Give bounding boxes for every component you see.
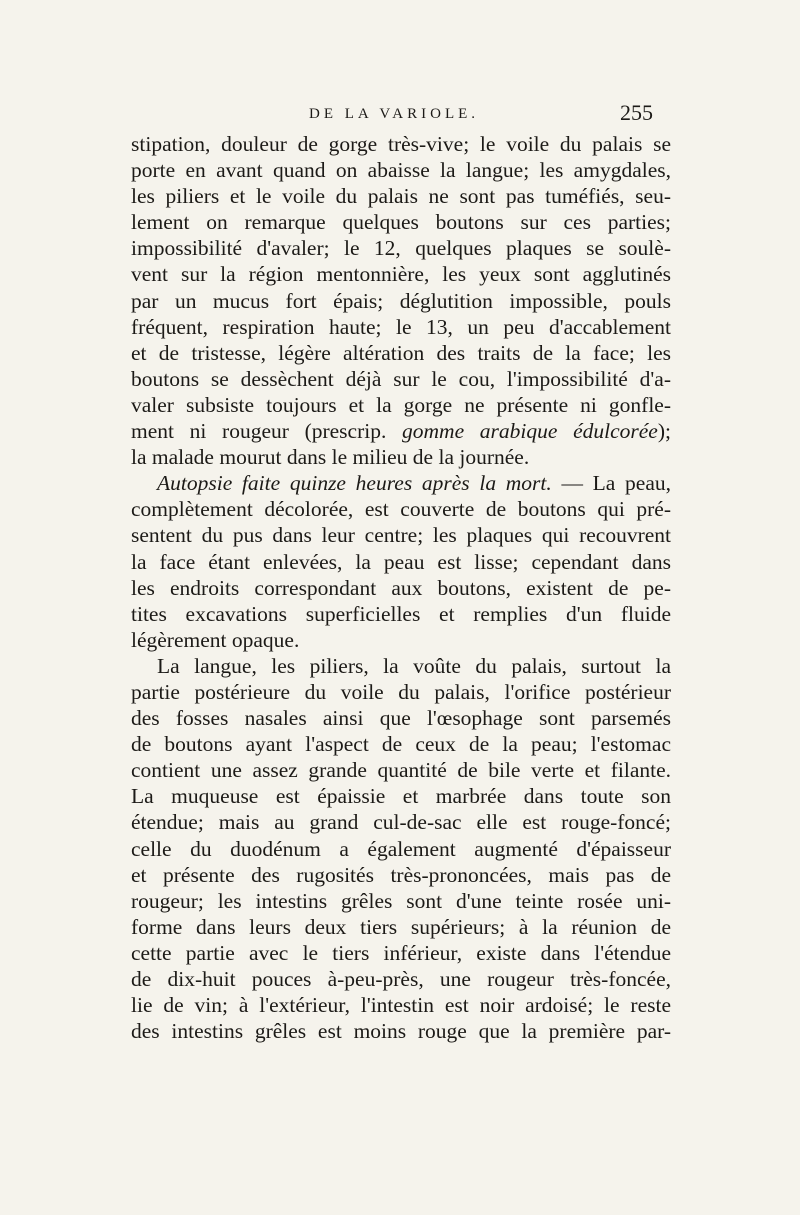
text-line: lement on remarque quelques boutons sur ces parties; — [131, 210, 671, 235]
text-line: La muqueuse est épaissie et marbrée dans toute son — [131, 784, 671, 809]
text-line: La langue, les piliers, la voûte du palais, surtout la — [157, 653, 671, 678]
text-line: les piliers et le voile du palais ne sont pas tuméfiés, seu- — [131, 184, 671, 209]
text-line: et présente des rugosités très-prononcées, mais pas de — [131, 862, 671, 887]
text-line: la malade mourut dans le milieu de la journée. — [131, 445, 530, 470]
text-line — [131, 418, 671, 444]
text-line: partie postérieure du voile du palais, l'orifice postérieur — [131, 679, 671, 704]
text-line: contient une assez grande quantité de bile verte et filante. — [131, 758, 671, 783]
text-line: porte en avant quand on abaisse la langue; les amygdales, — [131, 158, 671, 183]
text-line: celle du duodénum a également augmenté d'épaisseur — [131, 836, 671, 861]
text-line: forme dans leurs deux tiers supérieurs; à la réunion de — [131, 914, 671, 939]
prescription-close: ); — [657, 419, 671, 444]
autopsy-heading-rest: — La peau, — [561, 471, 671, 496]
text-line: rougeur; les intestins grêles sont d'une teinte rosée uni- — [131, 888, 671, 913]
text-line: boutons se dessèchent déjà sur le cou, l'impossibilité d'a- — [131, 366, 671, 391]
text-line: des fosses nasales ainsi que l'œsophage sont parsemés — [131, 706, 671, 731]
text-line: et de tristesse, légère altération des traits de la face; les — [131, 340, 671, 365]
text-line: des intestins grêles est moins rouge que la première par- — [131, 1019, 671, 1044]
text-line: cette partie avec le tiers inférieur, existe dans l'étendue — [131, 940, 671, 965]
text-line: valer subsiste toujours et la gorge ne présente ni gonfle- — [131, 392, 671, 417]
text-line: par un mucus fort épais; déglutition impossible, pouls — [131, 288, 671, 313]
text-line: légèrement opaque. — [131, 627, 300, 652]
text-line: vent sur la région mentonnière, les yeux sont agglutinés — [131, 262, 671, 287]
body-text — [131, 131, 671, 1044]
text-line: sentent du pus dans leur centre; les plaques qui recouvrent — [131, 523, 671, 548]
text-line: fréquent, respiration haute; le 13, un peu d'accablement — [131, 314, 671, 339]
paragraph-3 — [131, 653, 671, 1044]
text-line: tites excavations superficielles et remplies d'un fluide — [131, 601, 671, 626]
autopsy-heading-line — [131, 470, 671, 496]
text-line: complètement décolorée, est couverte de boutons qui pré- — [131, 497, 671, 522]
paragraph-2 — [131, 496, 671, 626]
text-line: impossibilité d'avaler; le 12, quelques plaques se soulè- — [131, 236, 671, 261]
text-line: stipation, douleur de gorge très-vive; le voile du palais se — [131, 132, 671, 156]
text-line: étendue; mais au grand cul-de-sac elle est rouge-foncé; — [131, 810, 671, 835]
text-line: la face étant enlevées, la peau est lisse; cependant dans — [131, 549, 671, 574]
autopsy-heading: Autopsie faite quinze heures après la mort. — [157, 471, 552, 496]
text-line: lie de vin; à l'extérieur, l'intestin est noir ardoisé; le reste — [131, 993, 671, 1018]
prescription-lead: ment ni rougeur (prescrip. — [131, 419, 387, 444]
text-line: de dix-huit pouces à-peu-près, une rougeur très-foncée, — [131, 967, 671, 991]
text-line: les endroits correspondant aux boutons, existent de pe- — [131, 575, 671, 600]
page-header — [131, 100, 657, 130]
prescription-italic: gomme arabique édulcorée — [402, 419, 658, 444]
text-line: de boutons ayant l'aspect de ceux de la peau; l'estomac — [131, 732, 671, 757]
page-number: 255 — [620, 100, 653, 125]
paragraph-1 — [131, 131, 671, 418]
running-head: DE LA VARIOLE. — [309, 106, 480, 122]
